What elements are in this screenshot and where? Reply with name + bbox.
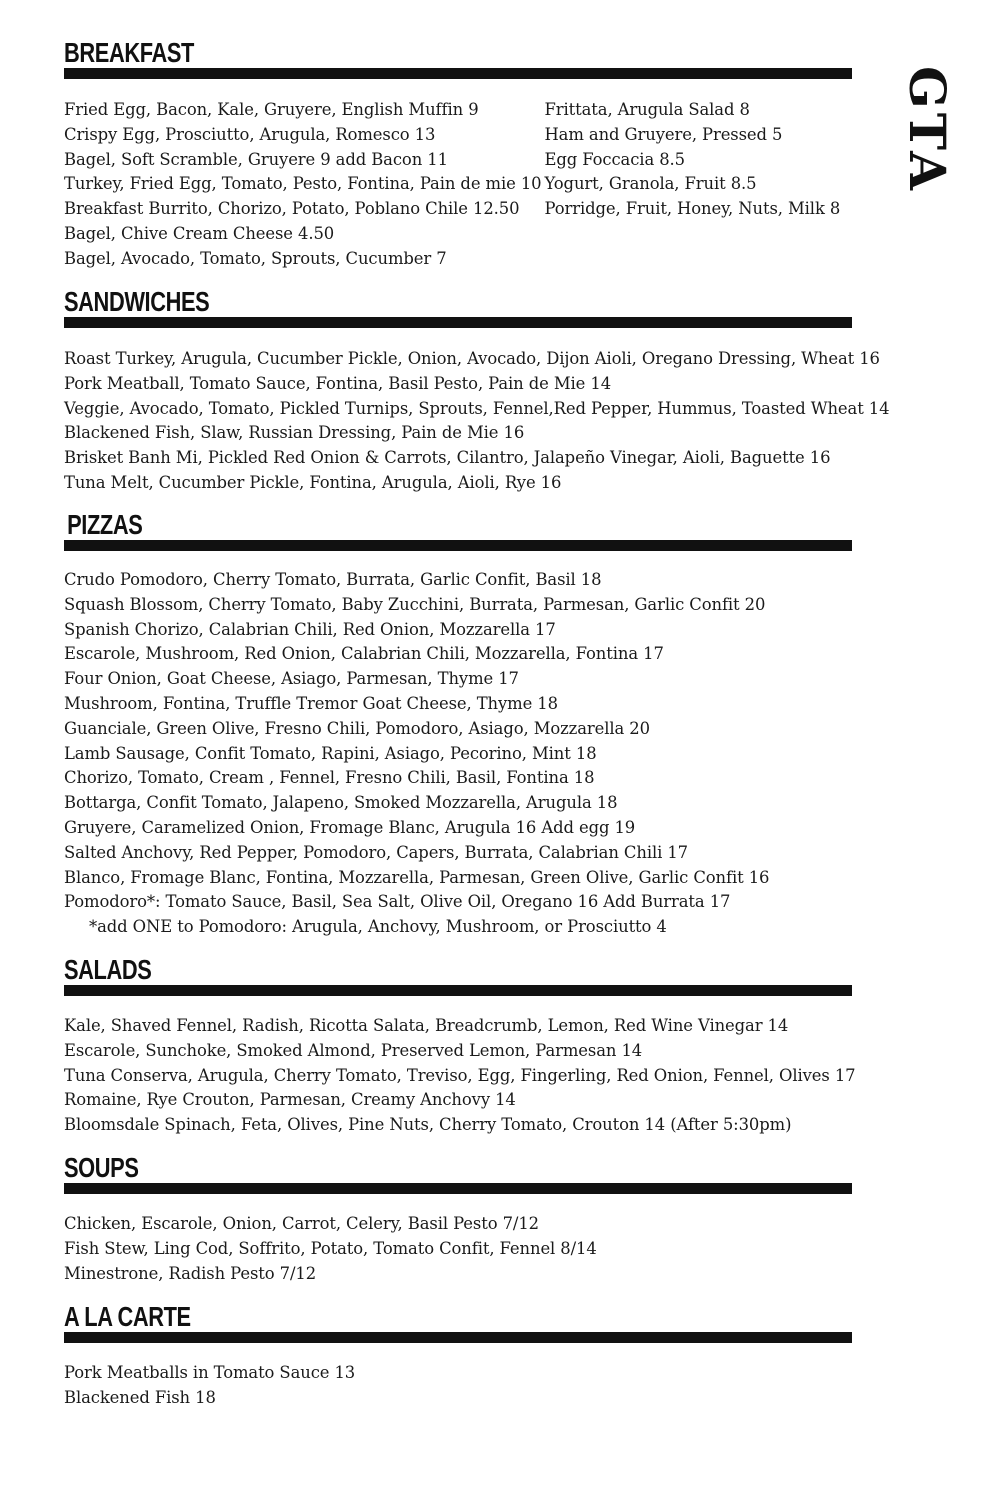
menu-item: Bloomsdale Spinach, Feta, Olives, Pine Nuts, Cherry Tomato, Crouton 14 (After 5:30pm)	[64, 1115, 792, 1135]
menu-item: Turkey, Fried Egg, Tomato, Pesto, Fontina, Pain de mie 10	[64, 174, 542, 194]
pizza-note: *add ONE to Pomodoro: Arugula, Anchovy, Mushroom, or Prosciutto 4	[89, 917, 667, 937]
menu-item: Mushroom, Fontina, Truffle Tremor Goat Cheese, Thyme 18	[64, 693, 558, 713]
menu-item: Guanciale, Green Olive, Fresno Chili, Pomodoro, Asiago, Mozzarella 20	[64, 718, 650, 738]
salads-items	[64, 1014, 856, 1138]
soups-rule	[64, 1183, 852, 1194]
sandwiches-heading: SANDWICHES	[64, 286, 210, 317]
section-sandwiches	[64, 286, 890, 496]
menu-item: Bagel, Avocado, Tomato, Sprouts, Cucumber 7	[64, 248, 447, 268]
menu-item: Fried Egg, Bacon, Kale, Gruyere, English Muffin 9	[64, 100, 479, 119]
menu-item: Tuna Conserva, Arugula, Cherry Tomato, Treviso, Egg, Fingerling, Red Onion, Fennel, Olives 17	[64, 1065, 856, 1085]
menu-item: Escarole, Mushroom, Red Onion, Calabrian Chili, Mozzarella, Fontina 17	[64, 644, 664, 664]
menu-item: Chicken, Escarole, Onion, Carrot, Celery, Basil Pesto 7/12	[64, 1214, 539, 1233]
menu-item: Salted Anchovy, Red Pepper, Pomodoro, Capers, Burrata, Calabrian Chili 17	[64, 842, 689, 862]
menu-item: Frittata, Arugula Salad 8	[544, 100, 750, 119]
menu-item: Roast Turkey, Arugula, Cucumber Pickle, Onion, Avocado, Dijon Aioli, Oregano Dressing, Wheat 16	[64, 349, 880, 368]
section-a-la-carte	[64, 1302, 852, 1411]
breakfast-heading: BREAKFAST	[64, 37, 194, 68]
menu-item: Blackened Fish 18	[64, 1387, 216, 1407]
menu-item: Squash Blossom, Cherry Tomato, Baby Zucchini, Burrata, Parmesan, Garlic Confit 20	[64, 594, 766, 614]
menu-item: Crispy Egg, Prosciutto, Arugula, Romesco 13	[64, 124, 436, 144]
breakfast-rule	[64, 68, 852, 79]
menu-item: Chorizo, Tomato, Cream , Fennel, Fresno Chili, Basil, Fontina 18	[64, 768, 595, 788]
menu-item: Escarole, Sunchoke, Smoked Almond, Preserved Lemon, Parmesan 14	[64, 1040, 643, 1060]
menu-item: Fish Stew, Ling Cod, Soffrito, Potato, Tomato Confit, Fennel 8/14	[64, 1238, 597, 1258]
gta-logo	[898, 66, 957, 206]
menu-item: Gruyere, Caramelized Onion, Fromage Blanc, Arugula 16 Add egg 19	[64, 817, 636, 837]
menu-item: Egg Foccacia 8.5	[544, 149, 685, 169]
breakfast-right-column	[544, 98, 852, 272]
section-breakfast	[64, 38, 852, 272]
alacarte-heading: A LA CARTE	[64, 1301, 191, 1332]
menu-item: Pomodoro*: Tomato Sauce, Basil, Sea Salt, Olive Oil, Oregano 16 Add Burrata 17	[64, 892, 731, 912]
menu-item: Bagel, Chive Cream Cheese 4.50	[64, 223, 335, 243]
menu-item: Crudo Pomodoro, Cherry Tomato, Burrata, Garlic Confit, Basil 18	[64, 570, 602, 589]
sandwiches-rule	[64, 317, 852, 328]
menu-item: Kale, Shaved Fennel, Radish, Ricotta Salata, Breadcrumb, Lemon, Red Wine Vinegar 14	[64, 1016, 789, 1035]
pizzas-rule	[64, 540, 852, 551]
menu-item: Bottarga, Confit Tomato, Jalapeno, Smoked Mozzarella, Arugula 18	[64, 793, 618, 813]
menu-item: Lamb Sausage, Confit Tomato, Rapini, Asiago, Pecorino, Mint 18	[64, 743, 597, 763]
soups-items	[64, 1212, 852, 1286]
menu-item: Blanco, Fromage Blanc, Fontina, Mozzarella, Parmesan, Green Olive, Garlic Confit 16	[64, 867, 770, 887]
menu-item: Brisket Banh Mi, Pickled Red Onion & Carrots, Cilantro, Jalapeño Vinegar, Aioli, Baguette 16	[64, 448, 831, 468]
section-pizzas	[64, 510, 852, 940]
menu-item: Bagel, Soft Scramble, Gruyere 9 add Bacon 11	[64, 149, 448, 169]
menu-item: Spanish Chorizo, Calabrian Chili, Red Onion, Mozzarella 17	[64, 619, 556, 639]
alacarte-rule	[64, 1332, 852, 1343]
menu-item: Minestrone, Radish Pesto 7/12	[64, 1263, 317, 1283]
menu-item: Breakfast Burrito, Chorizo, Potato, Poblano Chile 12.50	[64, 199, 520, 219]
pizzas-items	[64, 568, 852, 940]
section-salads	[64, 954, 856, 1138]
menu-item: Pork Meatballs in Tomato Sauce 13	[64, 1363, 356, 1382]
menu-item: Blackened Fish, Slaw, Russian Dressing, Pain de Mie 16	[64, 423, 525, 443]
menu-item: Romaine, Rye Crouton, Parmesan, Creamy Anchovy 14	[64, 1090, 516, 1110]
salads-rule	[64, 985, 852, 996]
menu-item: Pork Meatball, Tomato Sauce, Fontina, Basil Pesto, Pain de Mie 14	[64, 373, 612, 393]
section-soups	[64, 1153, 852, 1286]
logo-text: GTA	[898, 66, 957, 194]
menu-item: Ham and Gruyere, Pressed 5	[544, 124, 783, 144]
menu-item: Yogurt, Granola, Fruit 8.5	[544, 174, 757, 194]
soups-heading: SOUPS	[64, 1152, 139, 1183]
sandwiches-items	[64, 347, 890, 496]
pizzas-heading: PIZZAS	[67, 509, 143, 540]
menu-item: Tuna Melt, Cucumber Pickle, Fontina, Arugula, Aioli, Rye 16	[64, 472, 562, 492]
menu-item: Four Onion, Goat Cheese, Asiago, Parmesan, Thyme 17	[64, 669, 519, 689]
breakfast-items	[64, 98, 852, 272]
salads-heading: SALADS	[64, 954, 152, 985]
alacarte-items	[64, 1361, 852, 1411]
menu-item: Veggie, Avocado, Tomato, Pickled Turnips, Sprouts, Fennel,Red Pepper, Hummus, Toasted Wheat 14	[64, 398, 890, 418]
breakfast-left-column	[64, 98, 544, 272]
menu-item: Porridge, Fruit, Honey, Nuts, Milk 8	[544, 199, 841, 219]
